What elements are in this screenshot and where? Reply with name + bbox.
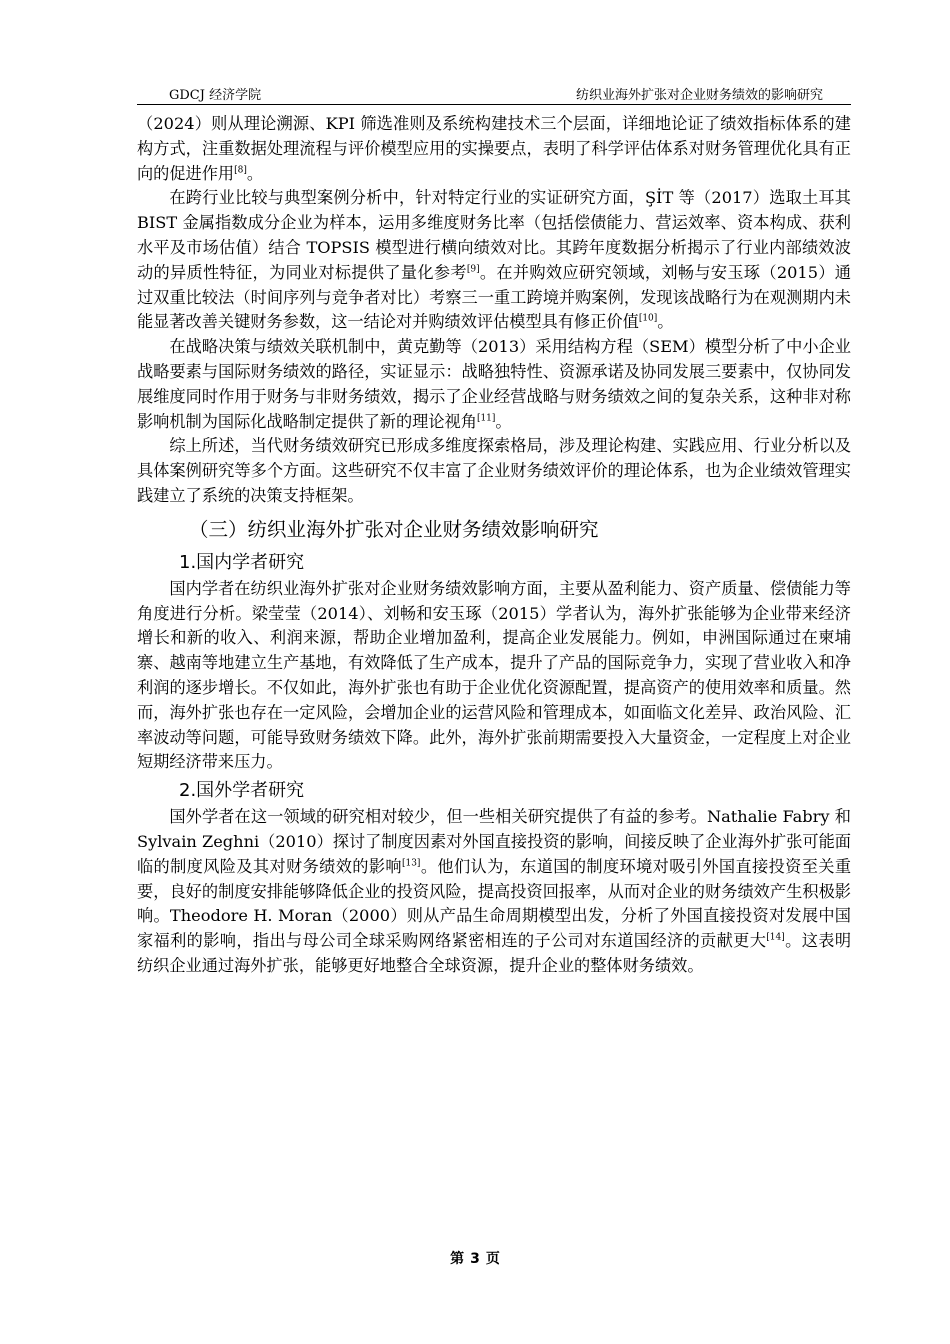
paragraph: 在跨行业比较与典型案例分析中，针对特定行业的实证研究方面，ŞİT 等（2017）选取土耳其 BIST 金属指数成分企业为样本，运用多维度财务比率（包括偿债能力、营运效率、资本构成、获利水平及市场估值）结合 TOPSIS 模型进行横向绩效对比。其跨年度数据分析揭示了行业内部绩效波动的异质性特征，为同业对标提供了量化参考[9]。在并购效应研究领域，刘畅与安玉琢（2015）通过双重比较法（时间序列与竞争者对比）考察三一重工跨境并购案例，发现该战略行为在观测期内未能显著改善关键财务参数，这一结论对并购绩效评估模型具有修正价值[10]。	[137, 188, 851, 332]
section-heading: （三）纺织业海外扩张对企业财务绩效影响研究	[189, 517, 599, 541]
citation: [13]	[401, 858, 421, 869]
subsection-heading: 2.国外学者研究	[179, 780, 305, 802]
paragraph: 综上所述，当代财务绩效研究已形成多维度探索格局，涉及理论构建、实践应用、行业分析以及具体案例研究等多个方面。这些研究不仅丰富了企业财务绩效评价的理论体系，也为企业绩效管理实践建立了系统的决策支持框架。	[137, 436, 851, 505]
page-header	[137, 82, 851, 105]
paragraph: （2024）则从理论溯源、KPI 筛选准则及系统构建技术三个层面，详细地论证了绩效指标体系的建构方式，注重数据处理流程与评价模型应用的实操要点，表明了科学评估体系对财务管理优化具有正向的促进作用[8]。	[137, 114, 851, 183]
citation: [10]	[638, 313, 658, 324]
page-body	[137, 112, 851, 979]
header-school: GDCJ 经济学院	[169, 88, 262, 103]
header-title: 纺织业海外扩张对企业财务绩效的影响研究	[575, 88, 823, 103]
citation: [11]	[476, 413, 496, 424]
subsection-heading: 1.国内学者研究	[179, 551, 305, 573]
citation: [8]	[234, 165, 247, 176]
citation: [14]	[766, 932, 785, 943]
citation: [9]	[466, 264, 480, 275]
page-number: 第 3 页	[450, 1251, 500, 1267]
paragraph: 在战略决策与绩效关联机制中，黄克勤等（2013）采用结构方程（SEM）模型分析了中小企业战略要素与国际财务绩效的路径，实证显示：战略独特性、资源承诺及协同发展三要素中，仅协同发展维度同时作用于财务与非财务绩效，揭示了企业经营战略与财务绩效之间的复杂关系，这种非对称影响机制为国际化战略制定提供了新的理论视角[11]。	[137, 337, 851, 431]
paragraph: 国内学者在纺织业海外扩张对企业财务绩效影响方面，主要从盈利能力、资产质量、偿债能力等角度进行分析。梁莹莹（2014）、刘畅和安玉琢（2015）学者认为，海外扩张能够为企业带来经济增长和新的收入、利润来源，帮助企业增加盈利，提高企业发展能力。例如，申洲国际通过在柬埔寨、越南等地建立生产基地，有效降低了生产成本，提升了产品的国际竞争力，实现了营业收入和净利润的逐步增长。不仅如此，海外扩张也有助于企业优化资源配置，提高资产的使用效率和质量。然而，海外扩张也存在一定风险，会增加企业的运营风险和管理成本，如面临文化差异、政治风险、汇率波动等问题，可能导致财务绩效下降。此外，海外扩张前期需要投入大量资金，一定程度上对企业短期经济带来压力。	[137, 578, 851, 772]
paragraph: 国外学者在这一领域的研究相对较少，但一些相关研究提供了有益的参考。Nathalie Fabry 和 Sylvain Zeghni（2010）探讨了制度因素对外国直接投资的影响，间接反映了企业海外扩张可能面临的制度风险及其对财务绩效的影响[13]。他们认为，东道国的制度环境对吸引外国直接投资至关重要，良好的制度安排能够降低企业的投资风险，提高投资回报率，从而对企业的财务绩效产生积极影响。Theodore H. Moran（2000）则从产品生命周期模型出发，分析了外国直接投资对发展中国家福利的影响，指出与母公司全球采购网络紧密相连的子公司对东道国经济的贡献更大[14]。这表明纺织企业通过海外扩张，能够更好地整合全球资源，提升企业的整体财务绩效。	[137, 807, 852, 975]
